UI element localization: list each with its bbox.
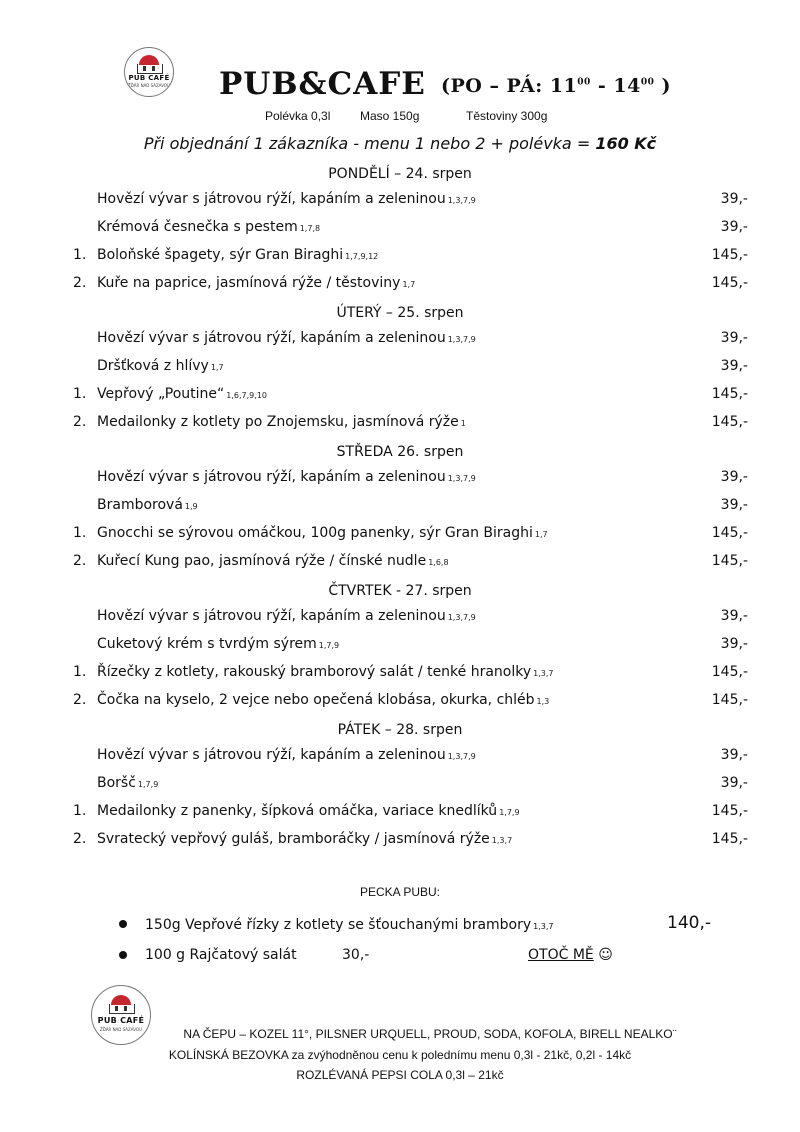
menu-item-price: 145,- [711, 414, 748, 430]
menu-item-price: 39,- [720, 469, 748, 485]
menu-item-name: Medailonky z panenky, šípková omáčka, variace knedlíků [97, 803, 498, 819]
logo-building [109, 1004, 135, 1014]
menu-item-name: Hovězí vývar s játrovou rýží, kapáním a zeleninou [97, 469, 446, 485]
pub-cafe-logo [124, 47, 174, 97]
menu-item-allergens: 1,6,7,9,10 [226, 391, 267, 400]
menu-item-allergens: 1,7 [534, 530, 548, 539]
menu-item [97, 803, 520, 819]
meat-portion: Maso 150g [360, 109, 420, 123]
menu-number: 2. [73, 275, 87, 291]
menu-item-allergens: 1,7,9 [499, 808, 520, 817]
menu-item-allergens: 1,7,9,12 [345, 252, 379, 261]
logo-text: PUB CAFÉ [97, 1016, 145, 1025]
menu-item-name: Čočka na kyselo, 2 vejce nebo opečená klobása, okurka, chléb [97, 692, 535, 708]
special-item-1: 150g Vepřové řízky z kotlety se šťouchanými brambory 1,3,7 [145, 917, 554, 933]
menu-number: 1. [73, 247, 87, 263]
menu-number: 1. [73, 664, 87, 680]
menu-item [97, 358, 224, 374]
footer-pepsi: ROZLÉVANÁ PEPSI COLA 0,3l – 21kč [296, 1068, 504, 1082]
menu-item-name: Boloňské špagety, sýr Gran Biraghi [97, 247, 344, 263]
menu-item-allergens: 1,3,7 [491, 836, 513, 845]
menu-item-allergens: 1,7 [210, 363, 224, 372]
menu-item-price: 39,- [720, 330, 748, 346]
menu-item [97, 414, 466, 430]
turn-over-note: OTOČ MĚ ☺ [528, 947, 613, 963]
menu-number: 1. [73, 386, 87, 402]
menu-item-allergens: 1,7 [402, 280, 416, 289]
menu-promo: Při objednání 1 zákazníka - menu 1 nebo 2 + polévka = 160 Kč [143, 134, 657, 153]
soup-portion: Polévka 0,3l [265, 109, 331, 123]
special-item-2: 100 g Rajčatový salát [145, 947, 297, 963]
logo-tagline: ŽĎÁR NAD SÁZAVOU [100, 1027, 142, 1032]
menu-item [97, 664, 554, 680]
logo-tagline: ŽĎÁR NAD SÁZAVOU [128, 83, 170, 88]
menu-item-name: Kuře na paprice, jasmínová rýže / těstoviny [97, 275, 401, 291]
menu-item [97, 469, 476, 485]
menu-item [97, 831, 512, 847]
bullet-icon [119, 951, 127, 959]
menu-item-name: Hovězí vývar s játrovou rýží, kapáním a zeleninou [97, 608, 446, 624]
menu-number: 2. [73, 692, 87, 708]
menu-item-name: Hovězí vývar s játrovou rýží, kapáním a zeleninou [97, 747, 446, 763]
menu-item-price: 39,- [720, 497, 748, 513]
menu-item-price: 39,- [720, 747, 748, 763]
menu-item [97, 608, 476, 624]
menu-item-price: 145,- [711, 247, 748, 263]
menu-item-allergens: 1,3,7,9 [447, 613, 476, 622]
menu-item-price: 145,- [711, 386, 748, 402]
menu-item-allergens: 1,3,7,9 [447, 474, 476, 483]
menu-item-allergens: 1,3,7 [533, 669, 554, 678]
menu-item [97, 247, 378, 263]
menu-item-name: Gnocchi se sýrovou omáčkou, 100g panenky, sýr Gran Biraghi [97, 525, 533, 541]
menu-item-name: Hovězí vývar s játrovou rýží, kapáním a zeleninou [97, 330, 446, 346]
menu-item-allergens: 1,6,8 [428, 558, 449, 567]
footer-bezovka: KOLÍNSKÁ BEZOVKA za zvýhodněnou cenu k polednímu menu 0,3l - 21kč, 0,2l - 14kč [168, 1048, 632, 1062]
menu-item-allergens: 1,3,7,9 [447, 196, 476, 205]
menu-number: 1. [73, 803, 87, 819]
menu-item-price: 145,- [711, 803, 748, 819]
menu-item [97, 775, 158, 791]
menu-item [97, 747, 476, 763]
bullet-icon [119, 920, 127, 928]
menu-item-name: Krémová česnečka s pestem [97, 219, 298, 235]
menu-item-name: Řízečky z kotlety, rakouský bramborový salát / tenké hranolky [97, 664, 532, 680]
menu-item-name: Hovězí vývar s játrovou rýží, kapáním a zeleninou [97, 191, 446, 207]
menu-item-price: 39,- [720, 191, 748, 207]
logo-text: PUB CAFÉ [128, 74, 170, 82]
day-title: STŘEDA 26. srpen [336, 444, 464, 460]
menu-item [97, 553, 449, 569]
menu-item-allergens: 1,3 [536, 697, 550, 706]
day-title: PÁTEK – 28. srpen [337, 722, 463, 738]
menu-item-price: 39,- [720, 636, 748, 652]
menu-item-price: 39,- [720, 219, 748, 235]
footer-draft-beers: NA ČEPU – KOZEL 11°, PILSNER URQUELL, PROUD, SODA, KOFOLA, BIRELL NEALKO¨ [183, 1027, 677, 1041]
menu-item [97, 330, 476, 346]
menu-item-name: Bramborová [97, 497, 183, 513]
menu-item-price: 145,- [711, 525, 748, 541]
menu-item [97, 275, 415, 291]
menu-item-name: Vepřový „Poutine“ [97, 386, 225, 402]
menu-item-price: 145,- [711, 692, 748, 708]
smiley-icon: ☺ [598, 947, 613, 963]
menu-number: 2. [73, 414, 87, 430]
page-title: PUB&CAFE [219, 66, 426, 102]
special-item-2-price: 30,- [342, 947, 370, 963]
menu-number: 2. [73, 553, 87, 569]
menu-item-allergens: 1,9 [184, 502, 198, 511]
day-title: ÚTERÝ – 25. srpen [336, 305, 464, 321]
day-title: PONDĚLÍ – 24. srpen [328, 166, 472, 182]
menu-item-name: Dršťková z hlívy [97, 358, 209, 374]
menu-item-price: 145,- [711, 664, 748, 680]
pasta-portion: Těstoviny 300g [466, 109, 548, 123]
menu-item-price: 39,- [720, 358, 748, 374]
menu-item-price: 145,- [711, 275, 748, 291]
menu-item [97, 636, 339, 652]
menu-item-allergens: 1,3,7,9 [447, 335, 476, 344]
menu-item [97, 386, 267, 402]
menu-item [97, 497, 198, 513]
menu-item-allergens: 1,3,7,9 [447, 752, 476, 761]
menu-item-allergens: 1 [460, 419, 466, 428]
day-title: ČTVRTEK - 27. srpen [328, 583, 472, 599]
menu-item-name: Kuřecí Kung pao, jasmínová rýže / čínské nudle [97, 553, 427, 569]
menu-item-price: 39,- [720, 775, 748, 791]
menu-number: 1. [73, 525, 87, 541]
menu-item-price: 39,- [720, 608, 748, 624]
pecka-title: PECKA PUBU: [359, 885, 441, 899]
menu-item-allergens: 1,7,9 [318, 641, 340, 650]
menu-item-price: 145,- [711, 831, 748, 847]
menu-item-allergens: 1,7,8 [299, 224, 321, 233]
opening-hours: (PO – PÁ: $11^{00} - 14^{00}$ ) [441, 75, 672, 97]
logo-building [137, 64, 163, 74]
menu-item-name: Cuketový krém s tvrdým sýrem [97, 636, 317, 652]
menu-item-allergens: 1,7,9 [137, 780, 159, 789]
menu-item-name: Boršč [97, 775, 136, 791]
menu-item [97, 219, 320, 235]
menu-item-price: 145,- [711, 553, 748, 569]
menu-item [97, 191, 476, 207]
special-item-1-price: 140,- [667, 913, 711, 933]
menu-number: 2. [73, 831, 87, 847]
menu-item-name: Medailonky z kotlety po Znojemsku, jasmínová rýže [97, 414, 459, 430]
menu-item [97, 525, 548, 541]
menu-item [97, 692, 549, 708]
menu-item-name: Svratecký vepřový guláš, bramboráčky / jasmínová rýže [97, 831, 490, 847]
